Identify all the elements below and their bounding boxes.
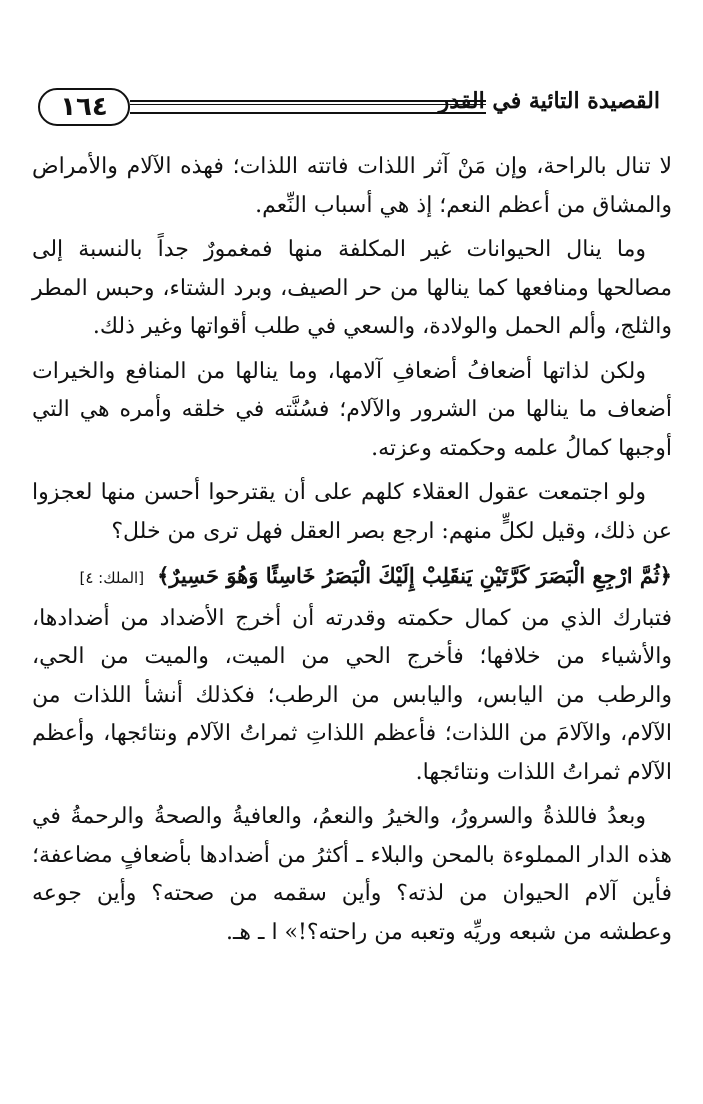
verse-reference: [الملك: ٤]: [79, 569, 145, 587]
paragraph: وبعدُ فاللذةُ والسرورُ، والخيرُ والنعمُ، والعافيةُ والصحةُ والرحمةُ في هذه الدار المملوءة بالمحن والبلاء ـ أكثرُ من أضدادها بأضعافٍ مضاعفة؛ فأين آلام الحيوان من لذته؟ وأين سقمه من صحته؟ وأين جوعه وعطشه من شبعه وريِّه وتعبه من راحته؟!» ا ـ هـ.: [32, 804, 672, 945]
verse-text: ﴿ثُمَّ ارْجِعِ الْبَصَرَ كَرَّتَيْنِ يَنقَلِبْ إِلَيْكَ الْبَصَرُ خَاسِئًا وَهُوَ حَسِيرٌ﴾: [157, 563, 672, 588]
paragraph: ولو اجتمعت عقول العقلاء كلهم على أن يقترحوا أحسن منها لعجزوا عن ذلك، وقيل لكلٍّ منهم: ارجع بصر العقل فهل ترى من خلل؟: [32, 480, 672, 544]
page-number-badge: ١٦٤: [38, 88, 130, 126]
page-header: [38, 86, 660, 130]
header-rule: [130, 100, 486, 114]
paragraph: لا تنال بالراحة، وإن مَنْ آثر اللذات فاتته اللذات؛ فهذه الآلام والأمراض والمشاق من أعظم النعم؛ إذ هي أسباب النِّعم.: [32, 154, 672, 218]
paragraph: وما ينال الحيوانات غير المكلفة منها فمغمورٌ جداً بالنسبة إلى مصالحها ومنافعها كما ينالها من حر الصيف، وبرد الشتاء، وحبس المطر والثلج، وألم الحمل والولادة، والسعي في طلب أقواتها وغير ذلك.: [32, 237, 672, 339]
paragraph: فتبارك الذي من كمال حكمته وقدرته أن أخرج الأضداد من أضدادها، والأشياء من خلافها؛ فأخرج الحي من الميت، والميت من الحي، والرطب من اليابس، واليابس من الرطب؛ فكذلك أنشأ اللذات من الآلام، والآلامَ من اللذات؛ فأعظم اللذاتِ ثمراتُ الآلام ونتائجها، وأعظم الآلام ثمراتُ اللذات ونتائجها.: [32, 605, 672, 785]
running-title: القصيدة التائية في القدر: [438, 88, 660, 114]
page-body: [32, 148, 672, 958]
paragraph: ولكن لذاتها أضعافُ أضعافِ آلامها، وما ينالها من المنافع والخيرات أضعاف ما ينالها من الشرور والآلام؛ فسُنَّته في خلقه وأمره هي التي أوجبها كمالُ علمه وحكمته وعزته.: [32, 358, 672, 461]
quran-verse: [32, 557, 672, 598]
